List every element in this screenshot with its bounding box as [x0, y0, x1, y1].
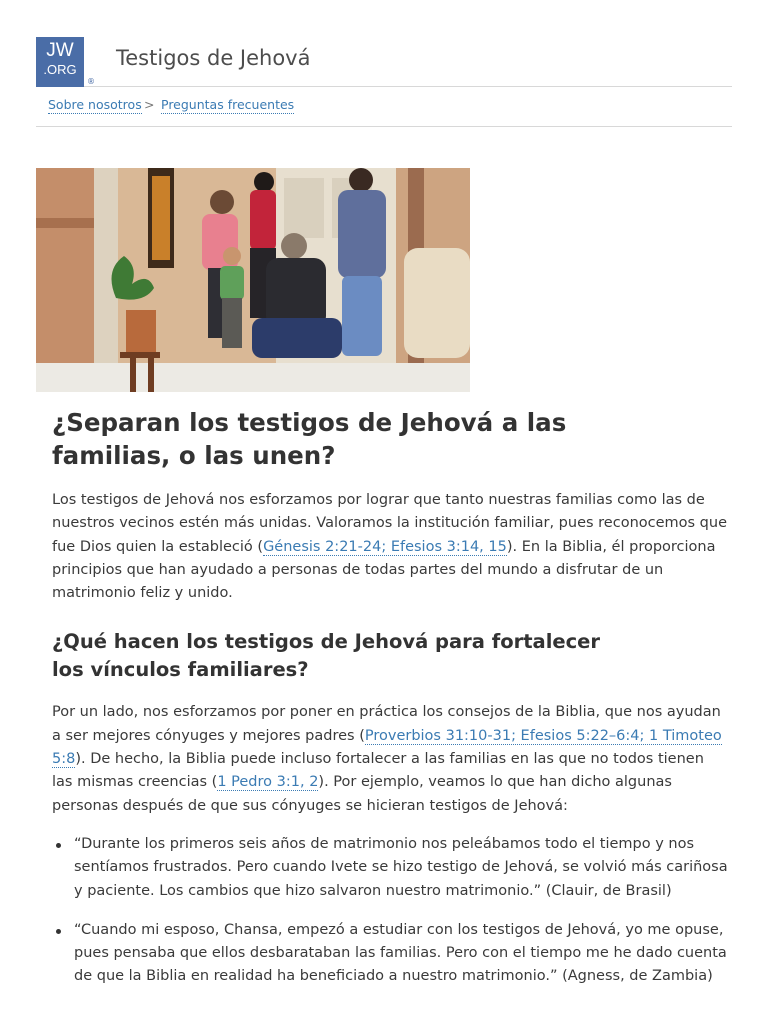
- list-item: “Durante los primeros seis años de matrimonio nos peleábamos todo el tiempo y nos sentíamos frustrados. Pero cuando Ivete se hizo testigo de Jehová, se volvió más cariñosa y paciente. Los cambios que hizo salvaron nuestro matrimonio.” (Clauir, de Brasil): [52, 833, 728, 903]
- site-header: [36, 37, 732, 87]
- breadcrumb-link-about[interactable]: Sobre nosotros: [48, 97, 142, 112]
- breadcrumb-separator-icon: >: [144, 97, 155, 112]
- logo-jw-text: JW: [46, 40, 74, 61]
- jw-org-logo[interactable]: [36, 37, 95, 87]
- registered-mark: ®: [87, 77, 95, 86]
- section-paragraph: [52, 701, 728, 817]
- intro-paragraph: [52, 489, 728, 605]
- breadcrumb-link-faq[interactable]: Preguntas frecuentes: [161, 97, 295, 112]
- section-text-middle: ). De hecho, la Biblia puede incluso fortalecer a las familias en las que no todos tienen las mismas creencias (: [52, 751, 704, 791]
- scripture-link-1-pedro[interactable]: 1 Pedro 3:1, 2: [217, 774, 319, 791]
- article-title: ¿Separan los testigos de Jehová a las familias, o las unen?: [52, 408, 567, 470]
- breadcrumb: [36, 88, 732, 127]
- testimonial-list: [52, 833, 728, 989]
- scripture-link-proverbios[interactable]: Proverbios 31:10-31; Efesios 5:22–6:4; 1 Timoteo 5:8: [52, 727, 722, 768]
- section-text-end: ). Por ejemplo, veamos lo que han dicho algunas personas después de que sus cónyuges se hicieran testigos de Jehová:: [52, 774, 672, 814]
- list-item: “Cuando mi esposo, Chansa, empezó a estudiar con los testigos de Jehová, yo me opuse, pues pensaba que ellos desbarataban las familias. Pero con el tiempo me he dado cuenta de que la Biblia en realidad ha beneficiado a nuestro matrimonio.” (Agness, de Zambia): [52, 919, 728, 989]
- section-text-start: Por un lado, nos esforzamos por poner en práctica los consejos de la Biblia, que nos ayudan a ser mejores cónyuges y mejores padres (: [52, 704, 721, 744]
- article: [52, 406, 728, 989]
- scripture-link-genesis-efesios[interactable]: Génesis 2:21-24; Efesios 3:14, 15: [263, 538, 507, 555]
- site-title[interactable]: Testigos de Jehová: [116, 46, 311, 70]
- family-greeting-photo-icon: [36, 168, 470, 392]
- section-subtitle: ¿Qué hacen los testigos de Jehová para fortalecer los vínculos familiares?: [52, 630, 601, 682]
- intro-text-start: Los testigos de Jehová nos esforzamos por lograr que tanto nuestras familias como las de nuestros vecinos estén más unidas. Valoramos la institución familiar, pues reconocemos que fue Dios quien la estableció (: [52, 492, 727, 555]
- logo-org-text: .ORG: [43, 62, 77, 77]
- intro-text-end: ). En la Biblia, él proporciona principios que han ayudado a personas de todas partes del mundo a disfrutar de un matrimonio feliz y unido.: [52, 538, 716, 602]
- hero-image: [36, 168, 470, 392]
